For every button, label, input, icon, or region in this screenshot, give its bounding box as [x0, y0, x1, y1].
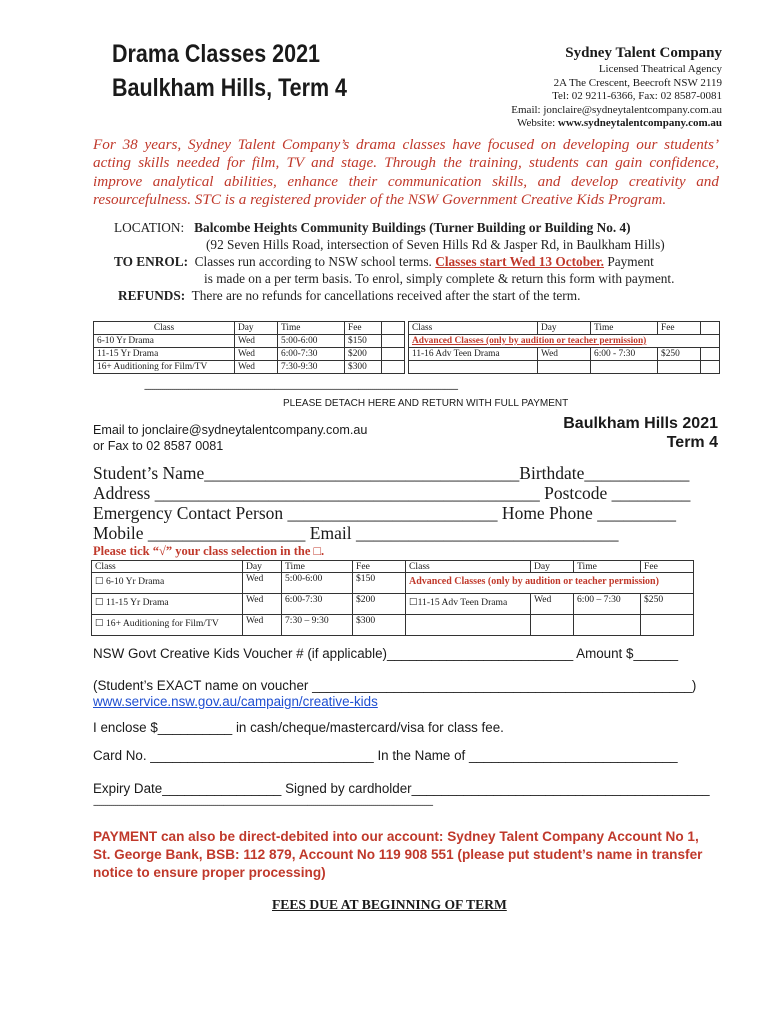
class-option-adv-teen[interactable]: ☐11-15 Adv Teen Drama [406, 594, 531, 615]
website-link[interactable]: www.sydneytalentcompany.com.au [557, 117, 722, 130]
class-option-label: 6-10 Yr Drama [106, 576, 165, 587]
col-header-fee: Fee [658, 322, 701, 335]
return-email: Email to jonclaire@sydneytalentcompany.com.au [93, 423, 368, 437]
voucher-name-field[interactable]: (Student’s EXACT name on voucher ___________________________________________________) [93, 678, 697, 693]
day-cell: Wed [243, 573, 282, 594]
form-title-line1: Baulkham Hills 2021 [563, 415, 718, 432]
table-row [94, 361, 405, 374]
class-option-11-15[interactable]: ☐ 11-15 Yr Drama [92, 594, 243, 615]
company-info [511, 44, 722, 131]
return-info [93, 422, 367, 454]
info-block [114, 219, 734, 304]
time-cell: 6:00 – 7:30 [574, 594, 641, 615]
company-name: Sydney Talent Company [565, 45, 722, 61]
advanced-title: Advanced Classes (only by audition or teacher permission) [406, 573, 694, 594]
class-cell: 11-15 Yr Drama [94, 348, 235, 361]
company-website-line [511, 117, 722, 131]
col-header-day: Day [243, 561, 282, 573]
table-row [92, 573, 694, 594]
card-number-field[interactable]: Card No. ______________________________ In the Name of ____________________________ [93, 748, 678, 763]
form-title [563, 414, 718, 452]
col-header-day: Day [538, 322, 591, 335]
refunds-label: REFUNDS: [118, 288, 186, 303]
fee-cell: $150 [345, 335, 382, 348]
day-cell: Wed [235, 361, 278, 374]
enrol-text1: Classes run according to NSW school terms. [194, 254, 436, 269]
enrol-text2: Payment [604, 254, 654, 269]
table-row [409, 348, 720, 361]
col-header-class: Class [92, 561, 243, 573]
fee-cell: $200 [345, 348, 382, 361]
fee-cell: $200 [353, 594, 406, 615]
col-header-fee: Fee [345, 322, 382, 335]
location-label: LOCATION: [114, 220, 185, 235]
table-row [92, 594, 694, 615]
time-cell: 6:00-7:30 [282, 594, 353, 615]
col-header-class: Class [409, 322, 538, 335]
fee-cell: $250 [641, 594, 694, 615]
mobile-email-field[interactable]: Mobile __________________ Email ______________________________ [93, 523, 619, 543]
class-option-6-10[interactable]: ☐ 6-10 Yr Drama [92, 573, 243, 594]
intro-paragraph: For 38 years, Sydney Talent Company’s drama classes have focused on developing our students’ acting skills needed for film, TV and stage. Through the training, students can gain confidence, improve analytical abilities, enhance their communication skills, and develop creativity and resourcefulness. STC is a registered provider of the NSW Government Creative Kids Program. [93, 136, 719, 209]
company-email: Email: jonclaire@sydneytalentcompany.com.au [511, 103, 722, 116]
class-selection-table [91, 560, 694, 636]
class-cell: 11-16 Adv Teen Drama [409, 348, 538, 361]
time-cell: 7:30 – 9:30 [282, 615, 353, 636]
col-header-fee: Fee [353, 561, 406, 573]
col-header-time: Time [591, 322, 658, 335]
table-header-row [409, 322, 720, 335]
advanced-title: Advanced Classes (only by audition or teacher permission) [409, 335, 720, 348]
time-cell: 7:30-9:30 [278, 361, 345, 374]
detach-text: PLEASE DETACH HERE AND RETURN WITH FULL PAYMENT [283, 398, 569, 409]
class-option-label: 11-15 Yr Drama [106, 597, 169, 608]
creative-kids-link[interactable]: www.service.nsw.gov.au/campaign/creative-kids [93, 694, 378, 709]
time-cell: 5:00-6:00 [278, 335, 345, 348]
col-header-day: Day [235, 322, 278, 335]
tick-cell [701, 322, 720, 335]
class-option-label: 11-15 Adv Teen Drama [417, 597, 508, 608]
divider-dashes: -------------------------------------------------------------------------------------------------------------------------------------------------------------------------- [93, 800, 433, 810]
col-header-time: Time [282, 561, 353, 573]
tick-cell [382, 322, 405, 335]
day-cell: Wed [235, 335, 278, 348]
day-cell: Wed [235, 348, 278, 361]
page-subtitle: Baulkham Hills, Term 4 [112, 74, 347, 102]
col-header-fee: Fee [641, 561, 694, 573]
page-title: Drama Classes 2021 [112, 40, 320, 68]
emergency-contact-field[interactable]: Emergency Contact Person ________________________ Home Phone _________ [93, 503, 676, 523]
company-address: 2A The Crescent, Beecroft NSW 2119 [553, 76, 722, 89]
tick-cell [701, 348, 720, 361]
fees-due-notice: FEES DUE AT BEGINNING OF TERM [272, 897, 507, 912]
location-line2: (92 Seven Hills Road, intersection of Seven Hills Rd & Jasper Rd, in Baulkham Hills) [206, 237, 665, 252]
class-option-16-plus[interactable]: ☐ 16+ Auditioning for Film/TV [92, 615, 243, 636]
enrol-label: TO ENROL: [114, 254, 189, 269]
refunds-text: There are no refunds for cancellations received after the start of the term. [191, 288, 581, 303]
fee-cell: $250 [658, 348, 701, 361]
time-cell: 6:00 - 7:30 [591, 348, 658, 361]
student-name-field[interactable]: Student’s Name____________________________________Birthdate____________ [93, 463, 690, 483]
tick-instruction: Please tick “√” your class selection in the □. [93, 544, 325, 558]
table-row [94, 348, 405, 361]
fee-cell: $300 [353, 615, 406, 636]
fee-cell: $300 [345, 361, 382, 374]
address-field[interactable]: Address ____________________________________________ Postcode _________ [93, 483, 691, 503]
enrol-line2: is made on a per term basis. To enrol, simply complete & return this form with payment. [204, 271, 675, 286]
class-cell: 6-10 Yr Drama [94, 335, 235, 348]
detach-dashes: ------------------------------------------------------------------------------------------------------------------------------------------------------------- [144, 384, 458, 394]
table-header-row [92, 561, 694, 573]
day-cell: Wed [531, 594, 574, 615]
fee-cell: $150 [353, 573, 406, 594]
col-header-class: Class [94, 322, 235, 335]
time-cell: 6:00-7:30 [278, 348, 345, 361]
tick-cell [382, 348, 405, 361]
enrol-highlight: Classes start Wed 13 October. [435, 254, 605, 269]
class-cell: 16+ Auditioning for Film/TV [94, 361, 235, 374]
company-tagline: Licensed Theatrical Agency [598, 63, 722, 75]
table-row [409, 361, 720, 374]
table-header-row [94, 322, 405, 335]
col-header-time: Time [574, 561, 641, 573]
payment-notice: PAYMENT can also be direct-debited into our account: Sydney Talent Company Account No 1, St. George Bank, BSB: 112 879, Account No 119 908 551 (please put student’s name in transfer notice to ensure proper processing) [93, 829, 703, 880]
voucher-field[interactable]: NSW Govt Creative Kids Voucher # (if applicable)_________________________ Amount $______ [93, 646, 679, 661]
advanced-schedule-table [408, 321, 720, 374]
tick-cell [382, 335, 405, 348]
time-cell: 5:00-6:00 [282, 573, 353, 594]
website-label: Website: [516, 117, 558, 130]
expiry-signature-field[interactable]: Expiry Date________________ Signed by cardholder________________________________________ [93, 781, 710, 796]
company-phone: Tel: 02 9211-6366, Fax: 02 8587-0081 [552, 90, 722, 103]
class-option-label: 16+ Auditioning for Film/TV [106, 618, 219, 629]
col-header-class: Class [406, 561, 531, 573]
table-row [92, 615, 694, 636]
enclose-field[interactable]: I enclose $__________ in cash/cheque/mastercard/visa for class fee. [93, 720, 504, 735]
day-cell: Wed [243, 594, 282, 615]
table-row [409, 335, 720, 348]
tick-cell [382, 361, 405, 374]
schedule-table [93, 321, 405, 374]
table-row [94, 335, 405, 348]
col-header-time: Time [278, 322, 345, 335]
day-cell: Wed [243, 615, 282, 636]
return-fax: or Fax to 02 8587 0081 [93, 439, 224, 453]
form-title-line2: Term 4 [666, 434, 718, 451]
col-header-day: Day [531, 561, 574, 573]
day-cell: Wed [538, 348, 591, 361]
location-line1: Balcombe Heights Community Buildings (Turner Building or Building No. 4) [194, 220, 631, 235]
